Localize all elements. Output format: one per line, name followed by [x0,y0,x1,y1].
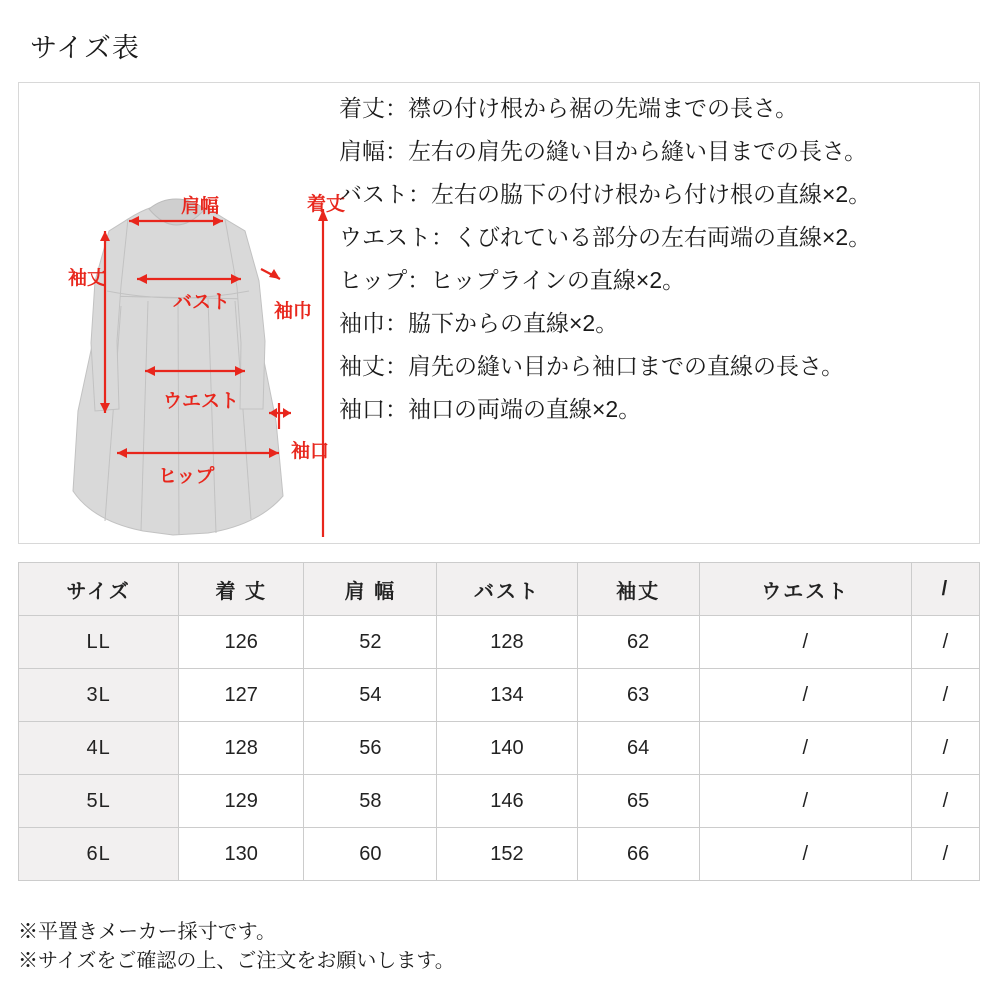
table-header-cell: 着 丈 [179,563,304,616]
table-header-cell: 袖丈 [577,563,699,616]
table-cell: 52 [304,616,437,669]
table-cell: 140 [437,722,577,775]
table-cell: 128 [437,616,577,669]
table-cell-size: 3L [19,669,179,722]
label-cuff: 袖口 [291,441,330,462]
diagram-panel [18,82,980,544]
table-header-row [19,563,980,616]
label-sleeve-width: 袖巾 [274,301,313,322]
label-bust: バスト [173,292,231,313]
table-row [19,828,980,881]
label-dress-length: 着丈 [307,194,346,215]
page-title: サイズ表 [30,33,140,63]
table-cell: 130 [179,828,304,881]
table-header-cell: ウエスト [699,563,911,616]
note-line: ※サイズをご確認の上、ご注文をお願いします。 [18,950,455,972]
table-cell: 62 [577,616,699,669]
table-row [19,669,980,722]
legend-item: 袖口：袖口の両端の直線×2。 [339,396,642,422]
measurement-legend [339,97,969,441]
table-cell: / [699,775,911,828]
table-cell: 127 [179,669,304,722]
table-header-cell: バスト [437,563,577,616]
legend-item: 袖巾：脇下からの直線×2。 [339,310,619,336]
table-row [19,722,980,775]
label-hip: ヒップ [158,466,215,487]
table-header-cell: 肩 幅 [304,563,437,616]
legend-item: バスト：左右の脇下の付け根から付け根の直線×2。 [339,181,872,207]
label-waist: ウエスト [163,391,240,412]
table-row [19,775,980,828]
table-cell: 66 [577,828,699,881]
table-cell: 56 [304,722,437,775]
table-cell-size: 5L [19,775,179,828]
footer-notes [18,918,918,976]
table-cell-size: 4L [19,722,179,775]
table-cell: 54 [304,669,437,722]
label-shoulder: 肩幅 [181,196,220,217]
table-cell: 65 [577,775,699,828]
table-cell: 129 [179,775,304,828]
legend-item: 肩幅：左右の肩先の縫い目から縫い目までの長さ。 [339,138,868,164]
table-cell: / [911,616,979,669]
table-header-cell: サイズ [19,563,179,616]
legend-item: 袖丈：肩先の縫い目から袖口までの直線の長さ。 [339,353,845,379]
table-cell: 146 [437,775,577,828]
table-cell: 134 [437,669,577,722]
table-header-cell: / [911,563,979,616]
table-cell: / [699,722,911,775]
legend-item: ウエスト：くびれている部分の左右両端の直線×2。 [339,224,872,250]
note-line: ※平置きメーカー採寸です。 [18,921,276,943]
table-cell: / [911,722,979,775]
size-table [18,562,980,881]
table-cell: 60 [304,828,437,881]
table-cell: / [911,828,979,881]
table-cell: / [911,775,979,828]
table-cell-size: LL [19,616,179,669]
table-cell: 58 [304,775,437,828]
table-cell: / [911,669,979,722]
label-sleeve-length: 袖丈 [68,268,107,289]
table-row [19,616,980,669]
table-cell: / [699,828,911,881]
table-cell: 126 [179,616,304,669]
table-cell: 63 [577,669,699,722]
dress-diagram [33,91,346,537]
table-cell: 152 [437,828,577,881]
legend-item: ヒップ：ヒップラインの直線×2。 [339,267,686,293]
table-cell: 64 [577,722,699,775]
table-cell: / [699,616,911,669]
table-cell: / [699,669,911,722]
table-cell: 128 [179,722,304,775]
legend-item: 着丈：襟の付け根から裾の先端までの長さ。 [339,95,799,121]
table-cell-size: 6L [19,828,179,881]
